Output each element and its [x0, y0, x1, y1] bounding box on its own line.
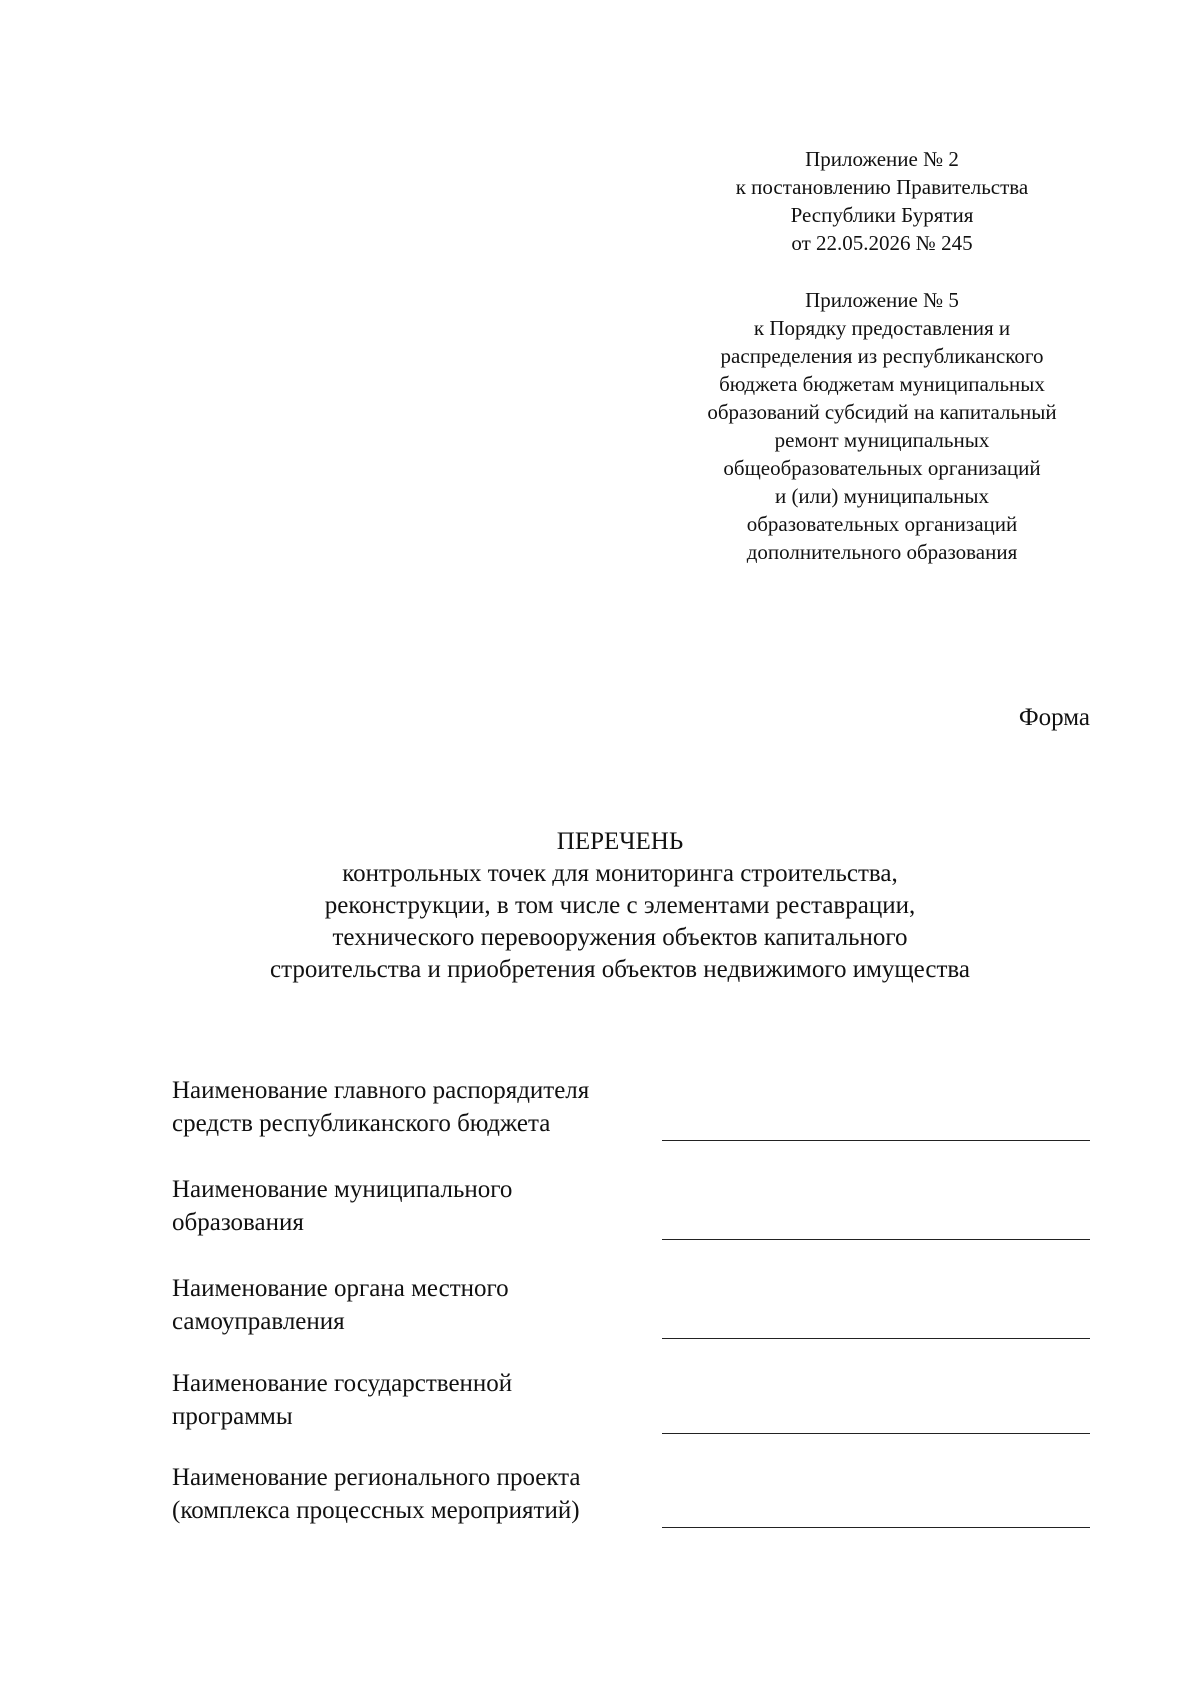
field-label-line: средств республиканского бюджета	[172, 1110, 551, 1137]
field-regional-project	[172, 1461, 1092, 1531]
annex-2-line: Республики Бурятия	[790, 203, 974, 227]
annex-5-line: образовательных организаций	[746, 512, 1018, 536]
field-blank-line[interactable]	[662, 1140, 1090, 1141]
field-municipality	[172, 1173, 1092, 1243]
field-blank-line[interactable]	[662, 1338, 1090, 1339]
annex-5-line: к Порядку предоставления и	[753, 316, 1011, 340]
field-label	[172, 1367, 652, 1433]
form-label: Форма	[1018, 704, 1090, 731]
field-blank-line[interactable]	[662, 1433, 1090, 1434]
field-local-government	[172, 1272, 1092, 1342]
title-line: технического перевооружения объектов капитального	[332, 924, 908, 951]
field-label	[172, 1461, 652, 1527]
annex-5-line: образований субсидий на капитальный	[707, 400, 1057, 424]
title-heading: ПЕРЕЧЕНЬ	[556, 828, 684, 855]
field-blank-line[interactable]	[662, 1239, 1090, 1240]
title-line: строительства и приобретения объектов недвижимого имущества	[270, 956, 970, 983]
annex-2-header	[662, 145, 1102, 257]
field-label	[172, 1173, 652, 1239]
annex-5-header	[662, 286, 1102, 566]
field-label-line: Наименование муниципального	[172, 1176, 513, 1203]
title-line: реконструкции, в том числе с элементами реставрации,	[324, 892, 916, 919]
annex-5-line: общеобразовательных организаций	[723, 456, 1041, 480]
field-label	[172, 1272, 652, 1338]
annex-5-line: распределения из республиканского	[720, 344, 1044, 368]
field-label-line: Наименование государственной	[172, 1370, 513, 1397]
annex-2-line: от 22.05.2026 № 245	[791, 231, 973, 255]
document-title	[100, 826, 1140, 986]
annex-2-line: Приложение № 2	[805, 147, 959, 171]
annex-5-line: и (или) муниципальных	[774, 484, 990, 508]
field-label-line: программы	[172, 1403, 293, 1430]
field-label	[172, 1074, 652, 1140]
field-label-line: Наименование органа местного	[172, 1275, 509, 1302]
field-blank-line[interactable]	[662, 1527, 1090, 1528]
field-budget-manager	[172, 1074, 1092, 1144]
field-state-program	[172, 1367, 1092, 1437]
field-label-line: самоуправления	[172, 1308, 345, 1335]
field-label-line: Наименование главного распорядителя	[172, 1077, 590, 1104]
annex-5-line: Приложение № 5	[805, 288, 959, 312]
annex-5-line: дополнительного образования	[746, 540, 1018, 564]
annex-2-line: к постановлению Правительства	[735, 175, 1029, 199]
field-label-line: (комплекса процессных мероприятий)	[172, 1497, 580, 1524]
field-label-line: Наименование регионального проекта	[172, 1464, 581, 1491]
field-label-line: образования	[172, 1209, 304, 1236]
annex-5-line: бюджета бюджетам муниципальных	[719, 372, 1045, 396]
annex-5-line: ремонт муниципальных	[774, 428, 990, 452]
title-line: контрольных точек для мониторинга строительства,	[342, 860, 898, 887]
